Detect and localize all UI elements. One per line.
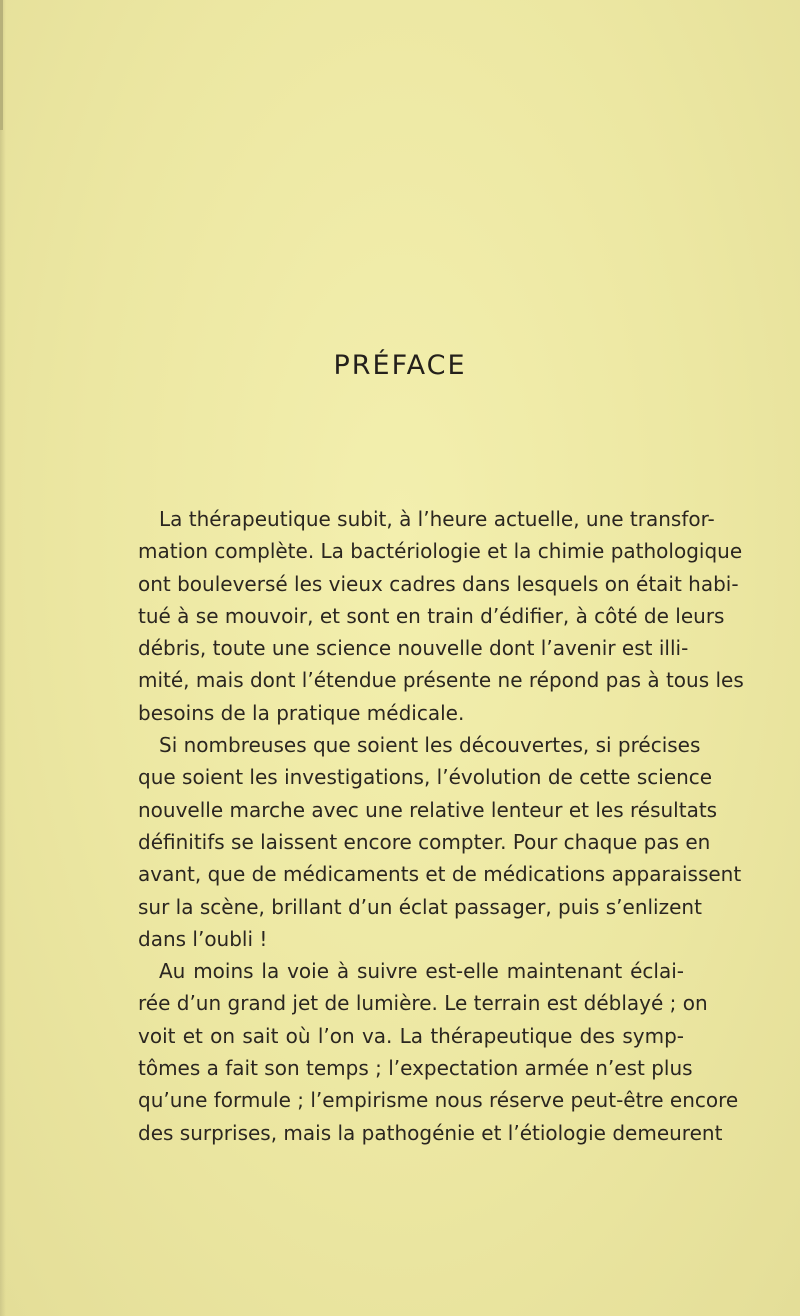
text-line: ont bouleversé les vieux cadres dans lesquels on était habi-	[138, 571, 739, 596]
text-line: définitifs se laissent encore compter. Pour chaque pas en	[138, 829, 711, 854]
preface-heading: PRÉFACE	[333, 350, 467, 381]
text-line: tômes a fait son temps ; l’expectation armée n’est plus	[138, 1056, 693, 1081]
text-line: tué à se mouvoir, et sont en train d’édifier, à côté de leurs	[138, 603, 725, 628]
text-line: mité, mais dont l’étendue présente ne répond pas à tous les	[138, 668, 744, 693]
text-line: voit et on sait où l’on va. La thérapeutique des symp-	[138, 1023, 684, 1048]
text-line: qu’une formule ; l’empirisme nous réserve peut-être encore	[138, 1088, 739, 1113]
text-line: Si nombreuses que soient les découvertes, si précises	[159, 733, 701, 758]
text-line: sur la scène, brillant d’un éclat passager, puis s’enlizent	[138, 894, 702, 919]
text-line: des surprises, mais la pathogénie et l’étiologie demeurent	[138, 1120, 723, 1145]
text-line: que soient les investigations, l’évolution de cette science	[138, 765, 713, 790]
page-edge-mark	[0, 0, 3, 130]
preface-text	[138, 503, 744, 1149]
page-edge-shadow	[0, 0, 6, 1316]
text-line: débris, toute une science nouvelle dont l’avenir est illi-	[138, 636, 689, 661]
text-line: avant, que de médicaments et de médications apparaissent	[138, 862, 742, 887]
text-line: rée d’un grand jet de lumière. Le terrain est déblayé ; on	[138, 991, 708, 1016]
text-line: besoins de la pratique médicale.	[138, 700, 465, 725]
text-line: La thérapeutique subit, à l’heure actuelle, une transfor-	[159, 507, 715, 531]
text-line: mation complète. La bactériologie et la chimie pathologique	[138, 539, 743, 564]
text-line: dans l’oubli !	[138, 926, 268, 951]
text-line: Au moins la voie à suivre est-elle maintenant éclai-	[159, 959, 684, 984]
text-line: nouvelle marche avec une relative lenteur et les résultats	[138, 797, 718, 822]
